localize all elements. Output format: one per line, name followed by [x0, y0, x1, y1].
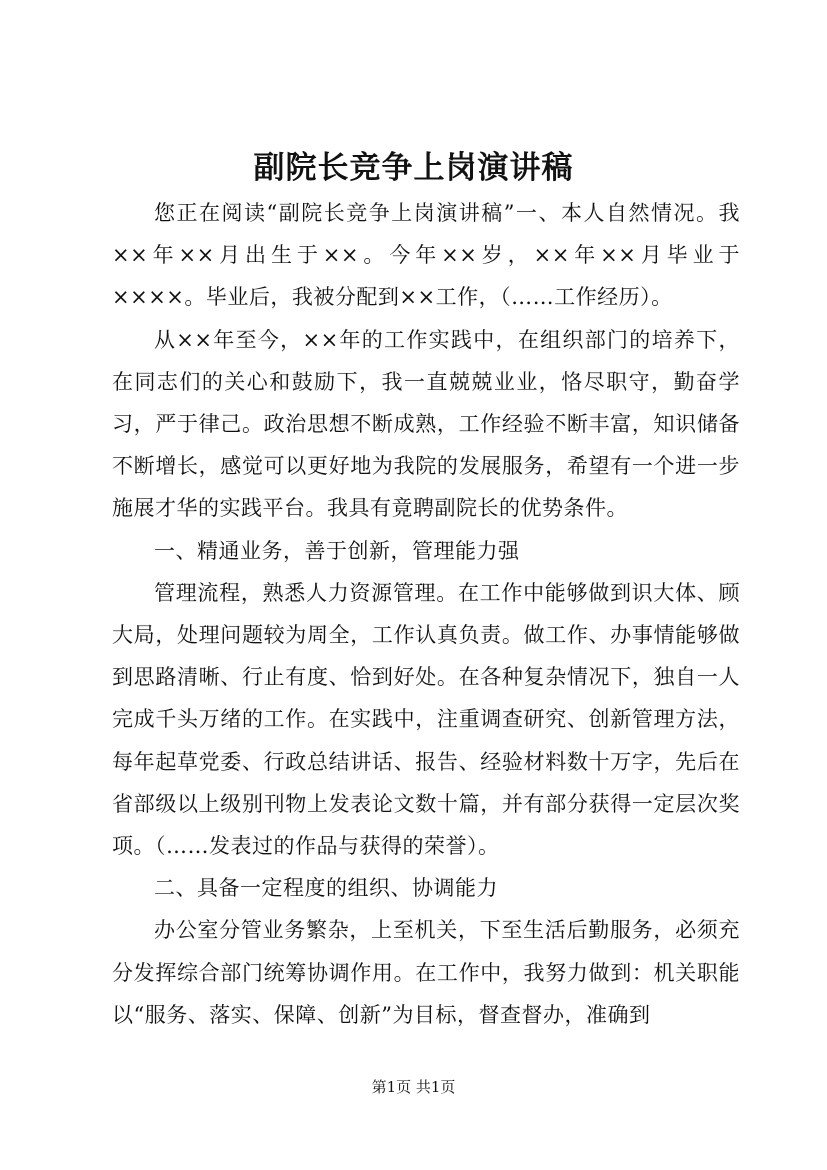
- paragraph-personal-info: 您正在阅读“副院长竞争上岗演讲稿”一、本人自然情况。我××年××月出生于××。今年××岁，××年××月毕业于××××。毕业后，我被分配到××工作，（……工作经历）。: [112, 201, 740, 310]
- document-title: 副院长竞争上岗演讲稿: [253, 150, 574, 186]
- section-heading-1: 一、精通业务，善于创新，管理能力强: [154, 538, 520, 563]
- section-heading-2: 二、具备一定程度的组织、协调能力: [154, 876, 498, 901]
- paragraph-management: 管理流程，熟悉人力资源管理。在工作中能够做到识大体、顾大局，处理问题较为周全，工作认真负责。做工作、办事情能够做到思路清晰、行止有度、恰到好处。在各种复杂情况下，独自一人完成千头万绪的工作。在实践中，注重调查研究、创新管理方法，每年起草党委、行政总结讲话、报告、经验材料数十万字，先后在省部级以上级别刊物上发表论文数十篇，并有部分获得一定层次奖项。（……发表过的作品与获得的荣誉）。: [112, 580, 740, 859]
- paragraph-coordination: 办公室分管业务繁杂，上至机关，下至生活后勤服务，必须充分发挥综合部门统筹协调作用。在工作中，我努力做到：机关职能以“服务、落实、保障、创新”为目标，督查督办，准确到: [112, 918, 740, 1027]
- page-footer: 第1页 共1页: [371, 1078, 456, 1096]
- paragraph-work-experience: 从××年至今，××年的工作实践中，在组织部门的培养下，在同志们的关心和鼓励下，我一直兢兢业业，恪尽职守，勤奋学习，严于律己。政治思想不断成熟，工作经验不断丰富，知识储备不断增长，感觉可以更好地为我院的发展服务，希望有一个进一步施展才华的实践平台。我具有竟聘副院长的优势条件。: [112, 327, 740, 521]
- document-body: [112, 192, 740, 1036]
